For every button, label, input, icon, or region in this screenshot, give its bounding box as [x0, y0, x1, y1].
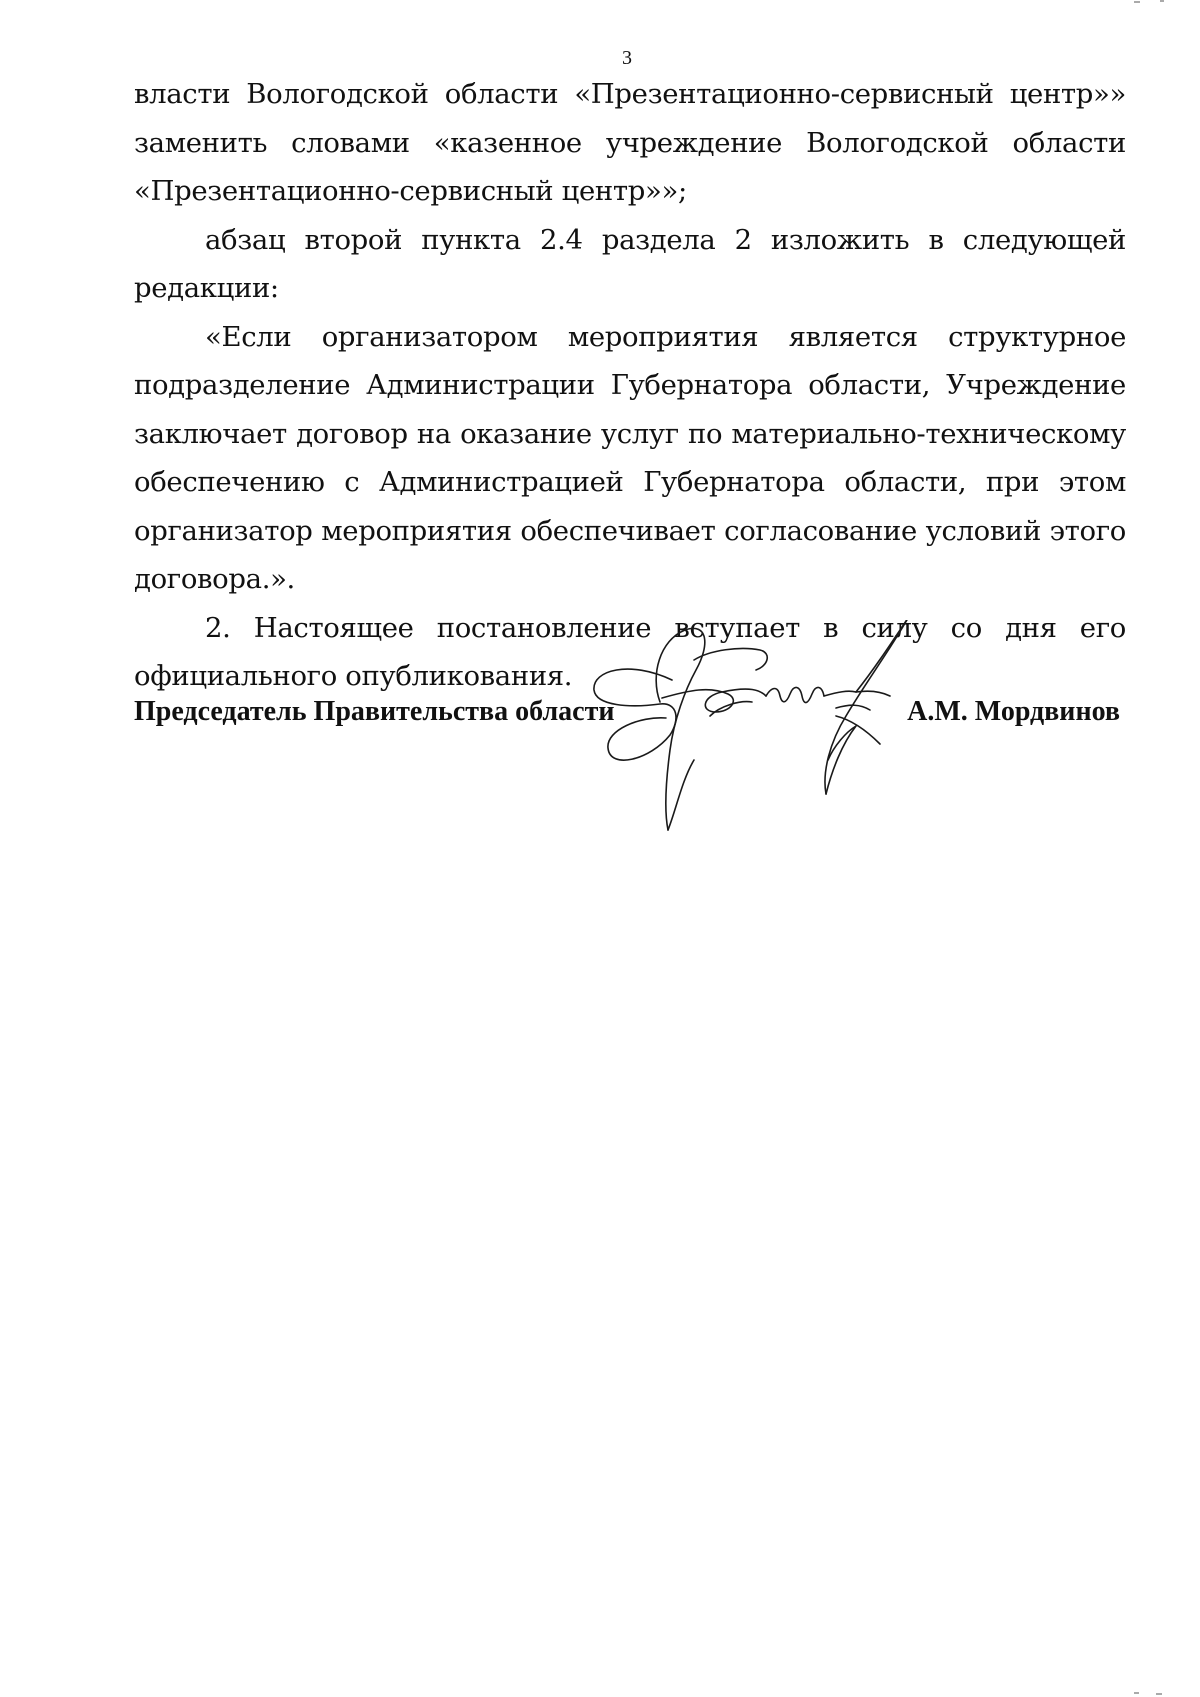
signatory-name: А.М. Мордвинов — [907, 696, 1120, 727]
paragraph: 2. Настоящее постановление вступает в силу со дня его официального опубликования. — [134, 611, 1126, 692]
paragraph: «Если организатором мероприятия является структурное подразделение Администрации Губернатора области, Учреждение заключает договор на оказание услуг по материально-техническому обеспечению с Администрацией Губернатора области, при этом организатор мероприятия обеспечивает согласование условий этого договора.». — [134, 320, 1126, 595]
scan-artifact-top — [1130, 0, 1170, 8]
paragraph: власти Вологодской области «Презентационно-сервисный центр»» заменить словами «казенное учреждение Вологодской области «Презентационно-сервисный центр»»; — [134, 78, 1126, 207]
signatory-position: Председатель Правительства области — [134, 696, 615, 727]
document-body — [134, 70, 1126, 701]
handwritten-signature — [590, 620, 950, 835]
scan-artifact-bottom — [1130, 1688, 1170, 1696]
paragraph: абзац второй пункта 2.4 раздела 2 изложить в следующей редакции: — [134, 223, 1126, 304]
page-number: 3 — [622, 47, 632, 69]
